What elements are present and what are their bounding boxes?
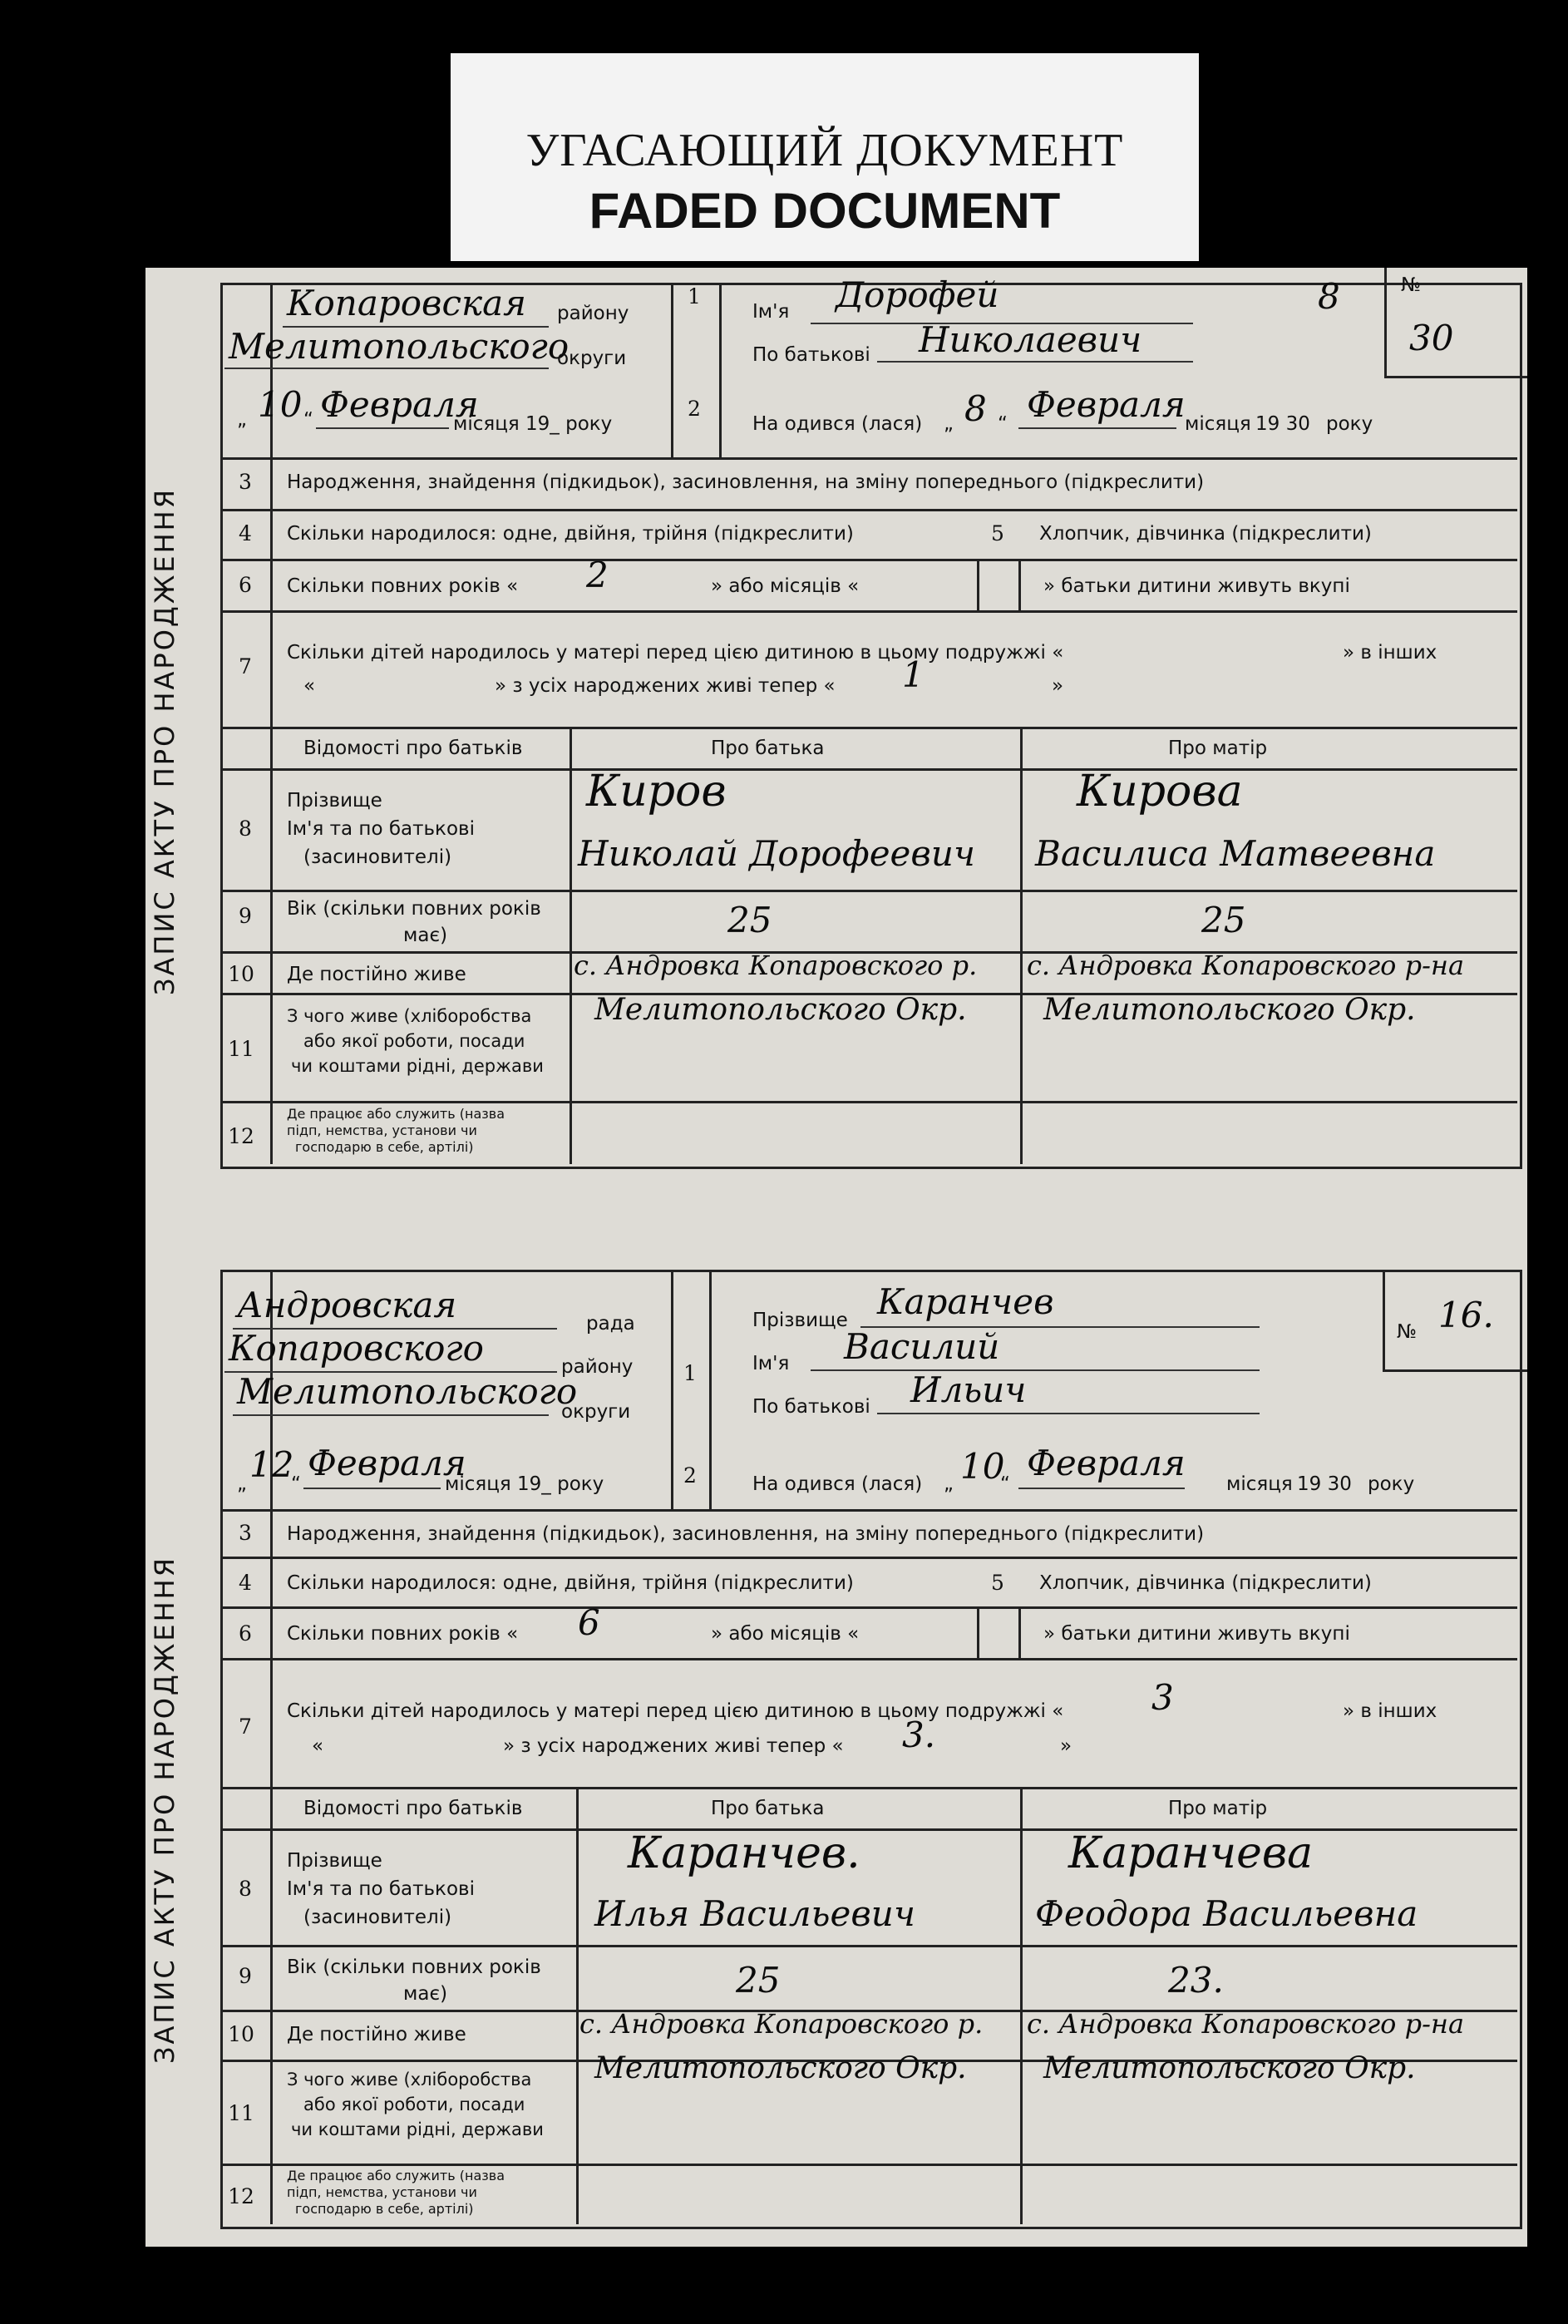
record-number: 16. (1438, 1295, 1494, 1335)
born-day: 10 (960, 1446, 1005, 1487)
reg-day: 12 (249, 1444, 294, 1485)
row11-line3: чи коштами рідні, держави (291, 1056, 544, 1076)
child-name: Дорофей (836, 274, 999, 315)
born-month-label: місяця (1226, 1473, 1293, 1495)
row-number-7: 7 (239, 1715, 252, 1739)
mother-residence-2: Мелитопольского Окр. (1043, 2051, 1416, 2085)
row12-line1: Де працює або служить (назва (287, 1106, 505, 1122)
mother-age: 25 (1201, 900, 1246, 940)
father-name: Илья Васильевич (594, 1893, 915, 1934)
row7-value1: 3 (1151, 1677, 1174, 1718)
row-number-10: 10 (228, 2022, 254, 2046)
record-vertical-title: ЗАПИС АКТУ ПРО НАРОДЖЕННЯ (149, 1556, 180, 2065)
quote-open: „ (237, 409, 247, 431)
row7-e: » (1060, 1735, 1072, 1757)
born-year-label: року (1326, 413, 1373, 435)
row8-line3: (засиновителі) (303, 846, 452, 868)
patronymic-label: По батькові (752, 344, 870, 366)
row6-value: 6 (578, 1602, 600, 1643)
row9-line2: має) (403, 925, 448, 946)
row4-label: Скільки народилося: одне, двійня, трійня (підкреслити) (287, 1572, 854, 1594)
row-number-8: 8 (239, 817, 252, 841)
raion-value: Копаровского (229, 1328, 484, 1369)
reg-day: 10 (258, 384, 303, 425)
row-number-6: 6 (239, 1621, 252, 1646)
row-number-3: 3 (239, 1521, 252, 1545)
row-number-1: 1 (688, 284, 701, 308)
row-number-7: 7 (239, 654, 252, 678)
record-number: 30 (1409, 318, 1454, 358)
row-number-9: 9 (239, 1964, 252, 1988)
row12-line3: господарю в себе, артілі) (295, 1139, 474, 1155)
okrug-value: Мелитопольского (237, 1371, 578, 1412)
mother-name: Василиса Матвеевна (1035, 833, 1436, 874)
father-age: 25 (727, 900, 772, 940)
faded-document-banner (451, 53, 1199, 261)
reg-month: Февраля (320, 384, 479, 425)
raion-value: Копаровская (287, 283, 526, 323)
raion-label: району (557, 303, 629, 324)
father-residence-2: Мелитопольского Окр. (594, 2051, 967, 2085)
quote-open: „ (944, 1473, 954, 1495)
okrug-value: Мелитопольского (229, 326, 570, 367)
parents-info-header: Відомості про батьків (303, 1798, 523, 1819)
child-surname: Каранчев (877, 1281, 1054, 1322)
row11-line1: З чого живе (хліборобства (287, 1006, 532, 1026)
row8-line1: Прізвище (287, 1850, 382, 1872)
row-number-5: 5 (991, 521, 1004, 545)
record-vertical-title: ЗАПИС АКТУ ПРО НАРОДЖЕННЯ (149, 487, 180, 996)
row7-a: Скільки дітей народилось у матері перед цією дитиною в цьому подружжі « (287, 642, 1064, 664)
father-residence-1: с. Андровка Копаровского р. (579, 2008, 984, 2040)
mark-8: 8 (1318, 276, 1340, 317)
row3-label: Народження, знайдення (підкидьок), засиновлення, на зміну попереднього (підкреслити) (287, 1523, 1205, 1545)
row6-c: » батьки дитини живуть вкупі (1043, 1623, 1350, 1645)
father-age: 25 (736, 1960, 781, 2001)
child-name: Василий (844, 1326, 1000, 1367)
row7-a: Скільки дітей народилось у матері перед цією дитиною в цьому подружжі « (287, 1700, 1064, 1722)
born-day: 8 (964, 388, 987, 429)
father-header: Про батька (711, 738, 825, 759)
born-month: Февраля (1027, 384, 1186, 425)
rada-label: рада (586, 1313, 635, 1335)
father-surname: Киров (586, 767, 727, 817)
row-number-4: 4 (239, 1571, 252, 1595)
row8-line1: Прізвище (287, 790, 382, 812)
register-page (145, 268, 1527, 2247)
row6-a: Скільки повних років « (287, 575, 519, 597)
row7-c: « (303, 675, 316, 697)
parents-info-header: Відомості про батьків (303, 738, 523, 759)
born-month-label: місяця (1185, 413, 1251, 435)
row-number-11: 11 (228, 2101, 254, 2125)
name-label: Ім'я (752, 1353, 790, 1374)
surname-label: Прізвище (752, 1310, 848, 1331)
row-number-6: 6 (239, 573, 252, 597)
quote-close: “ (1000, 1473, 1010, 1495)
row11-line3: чи коштами рідні, держави (291, 2119, 544, 2139)
number-label: № (1401, 274, 1421, 296)
row4-label: Скільки народилося: одне, двійня, трійня (підкреслити) (287, 523, 854, 545)
row7-c: « (312, 1735, 324, 1757)
quote-open: „ (944, 413, 954, 435)
child-patronymic: Николаевич (919, 319, 1142, 360)
row8-line2: Ім'я та по батькові (287, 818, 475, 840)
born-label: На одився (лася) (752, 413, 923, 435)
number-label: № (1397, 1321, 1417, 1343)
row-number-2: 2 (683, 1463, 697, 1488)
row8-line2: Ім'я та по батькові (287, 1878, 475, 1900)
row12-line2: підп, немства, установи чи (287, 2184, 477, 2200)
row12-line3: господарю в себе, артілі) (295, 2201, 474, 2217)
father-residence-2: Мелитопольского Окр. (594, 993, 967, 1027)
row5-label: Хлопчик, дівчинка (підкреслити) (1039, 523, 1372, 545)
row-number-3: 3 (239, 470, 252, 494)
mother-residence-1: с. Андровка Копаровского р-на (1027, 950, 1465, 981)
mother-residence-2: Мелитопольского Окр. (1043, 993, 1416, 1027)
mother-header: Про матір (1168, 1798, 1268, 1819)
child-patronymic: Ильич (910, 1369, 1027, 1410)
row-number-1: 1 (683, 1361, 697, 1385)
row7-d: » з усіх народжених живі тепер « (503, 1735, 844, 1757)
row-number-4: 4 (239, 521, 252, 545)
row9-line1: Вік (скільки повних років (287, 1956, 541, 1978)
born-year: 19 30 (1255, 413, 1310, 435)
row9-line1: Вік (скільки повних років (287, 898, 541, 920)
row-number-8: 8 (239, 1877, 252, 1901)
row11-line2: або якої роботи, посади (303, 1031, 525, 1051)
mother-surname: Кирова (1077, 767, 1243, 817)
row9-line2: має) (403, 1983, 448, 2005)
row11-line2: або якої роботи, посади (303, 2095, 525, 2114)
row7-e: » (1052, 675, 1064, 697)
row6-a: Скільки повних років « (287, 1623, 519, 1645)
row11-line1: З чого живе (хліборобства (287, 2070, 532, 2090)
father-name: Николай Дорофеевич (578, 833, 976, 874)
row12-line2: підп, немства, установи чи (287, 1123, 477, 1138)
reg-month: Февраля (308, 1443, 466, 1483)
rada-value: Андровская (237, 1285, 457, 1325)
banner-russian: УГАСАЮЩИЙ ДОКУМЕНТ (525, 125, 1124, 176)
row7-d: » з усіх народжених живі тепер « (495, 675, 836, 697)
row-number-2: 2 (688, 397, 701, 421)
row-number-5: 5 (991, 1571, 1004, 1595)
born-year-label: року (1368, 1473, 1415, 1495)
row7-b: » в інших (1343, 642, 1437, 664)
quote-close: “ (303, 409, 313, 431)
row7-value2: 1 (902, 654, 925, 695)
row6-c: » батьки дитини живуть вкупі (1043, 575, 1350, 597)
row3-label: Народження, знайдення (підкидьок), засиновлення, на зміну попереднього (підкреслити) (287, 471, 1205, 493)
mother-age: 23. (1168, 1960, 1224, 2001)
raion-label: району (561, 1356, 634, 1378)
mother-header: Про матір (1168, 738, 1268, 759)
mother-surname: Каранчева (1068, 1828, 1314, 1878)
row-number-10: 10 (228, 962, 254, 986)
okrug-label: округи (561, 1401, 631, 1423)
row7-value2: 3. (902, 1715, 936, 1755)
row6-value: 2 (586, 555, 609, 595)
birth-record-1 (145, 268, 1527, 1174)
quote-open: „ (237, 1473, 247, 1495)
row-number-12: 12 (228, 2184, 254, 2208)
row6-b: » або місяців « (711, 575, 860, 597)
born-label: На одився (лася) (752, 1473, 923, 1495)
row10-label: Де постійно живе (287, 2024, 466, 2045)
mother-name: Феодора Васильевна (1035, 1893, 1418, 1934)
row5-label: Хлопчик, дівчинка (підкреслити) (1039, 1572, 1372, 1594)
banner-english: FADED DOCUMENT (589, 183, 1061, 239)
row-number-11: 11 (228, 1037, 254, 1061)
father-header: Про батька (711, 1798, 825, 1819)
birth-record-2 (145, 1270, 1527, 2243)
row12-line1: Де працює або служить (назва (287, 2168, 505, 2183)
name-label: Ім'я (752, 301, 790, 323)
row10-label: Де постійно живе (287, 964, 466, 985)
row7-b: » в інших (1343, 1700, 1437, 1722)
reg-month-year-label: місяця 19_ року (453, 413, 613, 435)
row-number-9: 9 (239, 904, 252, 928)
row8-line3: (засиновителі) (303, 1907, 452, 1928)
father-residence-1: с. Андровка Копаровского р. (574, 950, 978, 981)
father-surname: Каранчев. (628, 1828, 860, 1878)
row-number-12: 12 (228, 1124, 254, 1148)
row6-b: » або місяців « (711, 1623, 860, 1645)
quote-close: “ (998, 413, 1008, 435)
mother-residence-1: с. Андровка Копаровского р-на (1027, 2008, 1465, 2040)
patronymic-label: По батькові (752, 1396, 870, 1418)
quote-close: “ (291, 1473, 301, 1495)
born-month: Февраля (1027, 1443, 1186, 1483)
born-year: 19 30 (1297, 1473, 1352, 1495)
reg-month-year-label: місяця 19_ року (445, 1473, 604, 1495)
okrug-label: округи (557, 348, 627, 369)
